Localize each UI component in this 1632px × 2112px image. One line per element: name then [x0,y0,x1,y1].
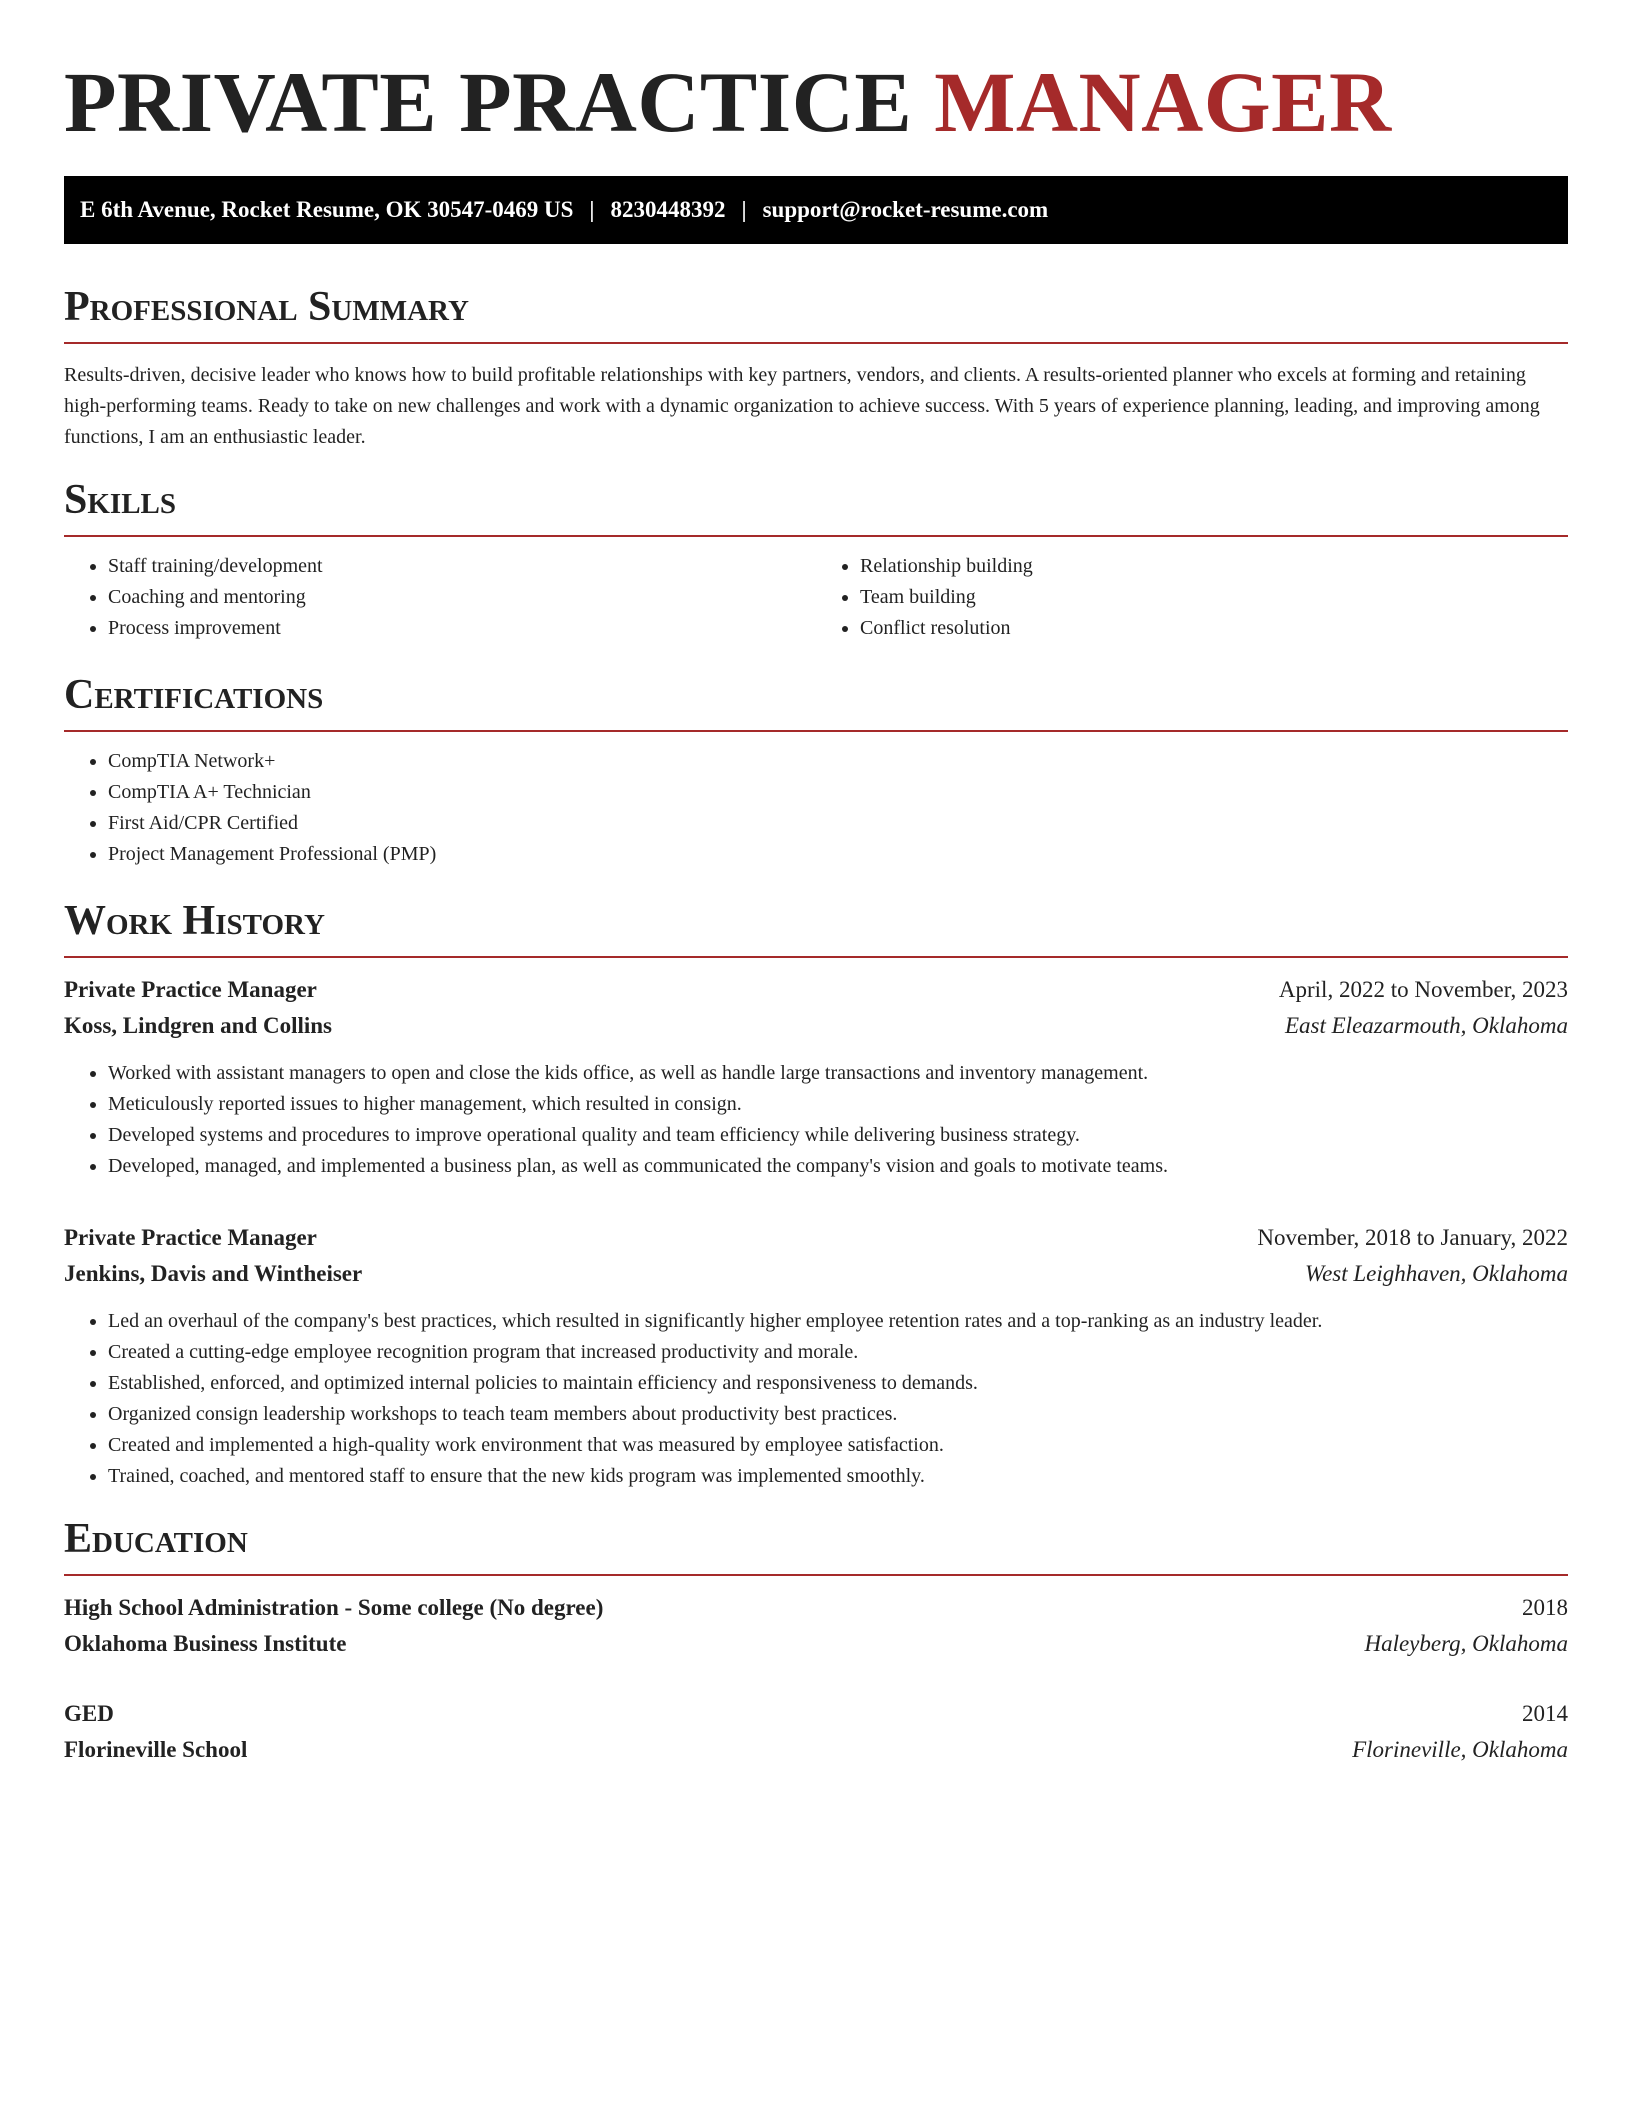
job-bullets [64,1058,1568,1182]
job-dates: November, 2018 to January, 2022 [1257,1225,1568,1250]
education-section [64,1514,1568,1768]
list-item: • Coaching and mentoring [108,582,816,613]
list-item: • Established, enforced, and optimized internal policies to maintain efficiency and responsiveness to demands. [108,1368,1568,1399]
education-entry [64,1696,1568,1768]
list-item: • Trained, coached, and mentored staff to ensure that the new kids program was implemented smoothly. [108,1461,1568,1492]
list-item: • Created and implemented a high-quality work environment that was measured by employee satisfaction. [108,1430,1568,1461]
certifications-list [64,746,1568,870]
list-item: • Staff training/development [108,551,816,582]
contact-separator: | [589,197,595,222]
list-item: • CompTIA Network+ [108,746,1568,777]
education-school: Florineville School [64,1737,248,1762]
list-item: • Organized consign leadership workshops to teach team members about productivity best practices. [108,1399,1568,1430]
skills-grid [64,551,1568,644]
list-item: • CompTIA A+ Technician [108,777,1568,808]
work-history-heading: Work History [64,896,1568,958]
resume-title [64,52,1568,152]
list-item: • Created a cutting-edge employee recognition program that increased productivity and morale. [108,1337,1568,1368]
list-item: • Relationship building [860,551,1568,582]
list-item: • First Aid/CPR Certified [108,808,1568,839]
title-accent: MANAGER [934,54,1392,150]
contact-separator: | [741,197,747,222]
job-title: Private Practice Manager [64,977,317,1002]
job-company: Jenkins, Davis and Wintheiser [64,1261,363,1286]
skills-section [64,475,1568,644]
education-school: Oklahoma Business Institute [64,1631,347,1656]
job-dates: April, 2022 to November, 2023 [1278,977,1568,1002]
list-item: • Meticulously reported issues to higher management, which resulted in consign. [108,1089,1568,1120]
job-entry [64,1220,1568,1492]
job-title: Private Practice Manager [64,1225,317,1250]
summary-heading: Professional Summary [64,282,1568,344]
list-item: • Process improvement [108,613,816,644]
education-location: Haleyberg, Oklahoma [1364,1631,1568,1656]
list-item: • Developed, managed, and implemented a business plan, as well as communicated the company's vision and goals to motivate teams. [108,1151,1568,1182]
education-degree: GED [64,1701,114,1726]
job-entry [64,972,1568,1182]
certifications-heading: Certifications [64,670,1568,732]
skills-list-left [64,551,816,644]
list-item: • Led an overhaul of the company's best practices, which resulted in significantly higher employee retention rates and a top-ranking as an industry leader. [108,1306,1568,1337]
list-item: • Team building [860,582,1568,613]
contact-address: E 6th Avenue, Rocket Resume, OK 30547-0469 US [80,197,574,222]
education-heading: Education [64,1514,1568,1576]
list-item: • Conflict resolution [860,613,1568,644]
education-degree: High School Administration - Some college (No degree) [64,1595,604,1620]
education-year: 2014 [1522,1701,1568,1726]
list-item: • Developed systems and procedures to improve operational quality and team efficiency while delivering business strategy. [108,1120,1568,1151]
job-location: East Eleazarmouth, Oklahoma [1284,1013,1568,1038]
work-history-section [64,896,1568,1492]
list-item: • Worked with assistant managers to open and close the kids office, as well as handle large transactions and inventory management. [108,1058,1568,1089]
contact-email: support@rocket-resume.com [762,197,1049,222]
list-item: • Project Management Professional (PMP) [108,839,1568,870]
job-location: West Leighhaven, Oklahoma [1305,1261,1568,1286]
job-bullets [64,1306,1568,1492]
skills-heading: Skills [64,475,1568,537]
contact-phone: 8230448392 [610,197,726,222]
summary-text: Results-driven, decisive leader who knows how to build profitable relationships with key partners, vendors, and clients. A results-oriented planner who excels at forming and retaining high-performing teams. Ready to take on new challenges and work with a dynamic organization to achieve success. With 5 years of experience planning, leading, and improving among functions, I am an enthusiastic leader. [64,364,1540,448]
summary-section [64,282,1568,453]
education-location: Florineville, Oklahoma [1352,1737,1568,1762]
certifications-section [64,670,1568,870]
education-entry [64,1590,1568,1662]
skills-list-right [816,551,1568,644]
contact-bar [64,176,1568,244]
education-year: 2018 [1522,1595,1568,1620]
title-main: PRIVATE PRACTICE [64,54,913,150]
job-company: Koss, Lindgren and Collins [64,1013,333,1038]
